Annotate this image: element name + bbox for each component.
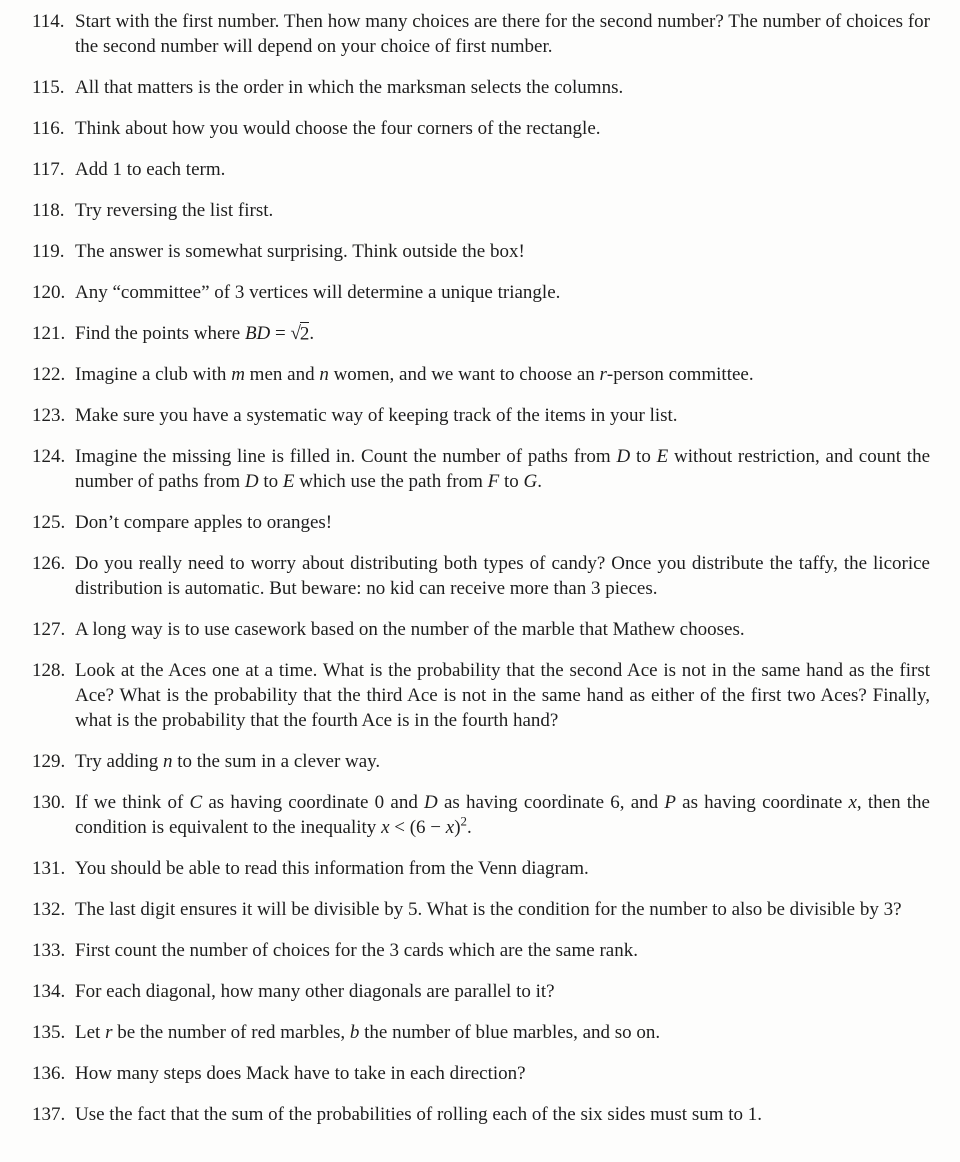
hint-item [32, 1020, 930, 1045]
hint-text: Think about how you would choose the four corners of the rectangle. [75, 118, 601, 139]
hint-number: 131. [32, 858, 66, 879]
hint-item [32, 979, 930, 1004]
hint-number: 118. [32, 200, 65, 221]
hint-number: 132. [32, 899, 66, 920]
hint-text: Don’t compare apples to oranges! [75, 512, 333, 533]
hint-item [32, 75, 930, 100]
hint-number: 134. [32, 981, 66, 1002]
hint-text: Start with the first number. Then how many choices are there for the second number? The number of choices for the second number will depend on your choice of first number. [75, 11, 930, 57]
hint-number: 115. [32, 77, 65, 98]
hint-number: 121. [32, 323, 66, 344]
hint-text: If we think of C as having coordinate 0 and D as having coordinate 6, and P as having coordinate x, then the condition is equivalent to the inequality $x < (6 - x)^2$. [75, 792, 930, 838]
hint-list [32, 9, 930, 1127]
hint-text: Use the fact that the sum of the probabilities of rolling each of the six sides must sum to 1. [75, 1104, 763, 1125]
hint-item [32, 239, 930, 264]
hint-text: Look at the Aces one at a time. What is the probability that the second Ace is not in the same hand as the first Ace? What is the probability that the third Ace is not in the same hand as either of the first two Aces? Finally, what is the probability that the fourth Ace is in the fourth hand? [75, 660, 930, 731]
hint-item [32, 362, 930, 387]
hint-item [32, 157, 930, 182]
hint-item [32, 510, 930, 535]
hint-number: 128. [32, 660, 66, 681]
hint-text: Find the points where BD = √2. [75, 323, 315, 344]
hint-item [32, 198, 930, 223]
hint-number: 116. [32, 118, 65, 139]
hint-number: 135. [32, 1022, 66, 1043]
hint-number: 136. [32, 1063, 66, 1084]
hint-number: 114. [32, 11, 65, 32]
hint-number: 117. [32, 159, 65, 180]
sqrt-expression: √2 [290, 323, 310, 344]
hint-number: 126. [32, 553, 66, 574]
hint-number: 125. [32, 512, 66, 533]
hint-item [32, 321, 930, 346]
hint-number: 122. [32, 364, 66, 385]
hint-text: The last digit ensures it will be divisible by 5. What is the condition for the number to also be divisible by 3? [75, 899, 902, 920]
hint-text: Try adding n to the sum in a clever way. [75, 751, 381, 772]
hint-item [32, 551, 930, 601]
hint-item [32, 658, 930, 733]
hint-item [32, 116, 930, 141]
hint-item [32, 9, 930, 59]
hint-item [32, 790, 930, 840]
hint-text: The answer is somewhat surprising. Think outside the box! [75, 241, 525, 262]
hint-item [32, 444, 930, 494]
hint-text: You should be able to read this information from the Venn diagram. [75, 858, 589, 879]
hint-item [32, 856, 930, 881]
hint-text: For each diagonal, how many other diagonals are parallel to it? [75, 981, 555, 1002]
hint-item [32, 280, 930, 305]
hint-text: How many steps does Mack have to take in each direction? [75, 1063, 526, 1084]
hint-number: 127. [32, 619, 66, 640]
hint-item [32, 749, 930, 774]
hint-number: 123. [32, 405, 66, 426]
hint-number: 137. [32, 1104, 66, 1125]
hint-number: 119. [32, 241, 65, 262]
hint-number: 120. [32, 282, 66, 303]
hint-number: 130. [32, 792, 66, 813]
hint-text: Imagine the missing line is filled in. Count the number of paths from D to E without restriction, and count the number of paths from D to E which use the path from F to G. [75, 446, 930, 492]
hint-text: A long way is to use casework based on the number of the marble that Mathew chooses. [75, 619, 745, 640]
hint-text: Make sure you have a systematic way of keeping track of the items in your list. [75, 405, 678, 426]
hint-text: Let r be the number of red marbles, b the number of blue marbles, and so on. [75, 1022, 661, 1043]
hint-text: All that matters is the order in which the marksman selects the columns. [75, 77, 624, 98]
hint-text: Add 1 to each term. [75, 159, 226, 180]
hint-item [32, 403, 930, 428]
hint-number: 129. [32, 751, 66, 772]
hint-text: Do you really need to worry about distributing both types of candy? Once you distribute the taffy, the licorice distribution is automatic. But beware: no kid can receive more than 3 pieces. [75, 553, 930, 599]
hint-number: 124. [32, 446, 66, 467]
hint-item [32, 617, 930, 642]
hint-text: Try reversing the list first. [75, 200, 274, 221]
hint-item [32, 1102, 930, 1127]
hint-item [32, 938, 930, 963]
hint-text: Imagine a club with m men and n women, and we want to choose an r-person committee. [75, 364, 754, 385]
hint-item [32, 897, 930, 922]
hint-item [32, 1061, 930, 1086]
hint-number: 133. [32, 940, 66, 961]
hint-text: First count the number of choices for the 3 cards which are the same rank. [75, 940, 638, 961]
hint-text: Any “committee” of 3 vertices will determine a unique triangle. [75, 282, 561, 303]
